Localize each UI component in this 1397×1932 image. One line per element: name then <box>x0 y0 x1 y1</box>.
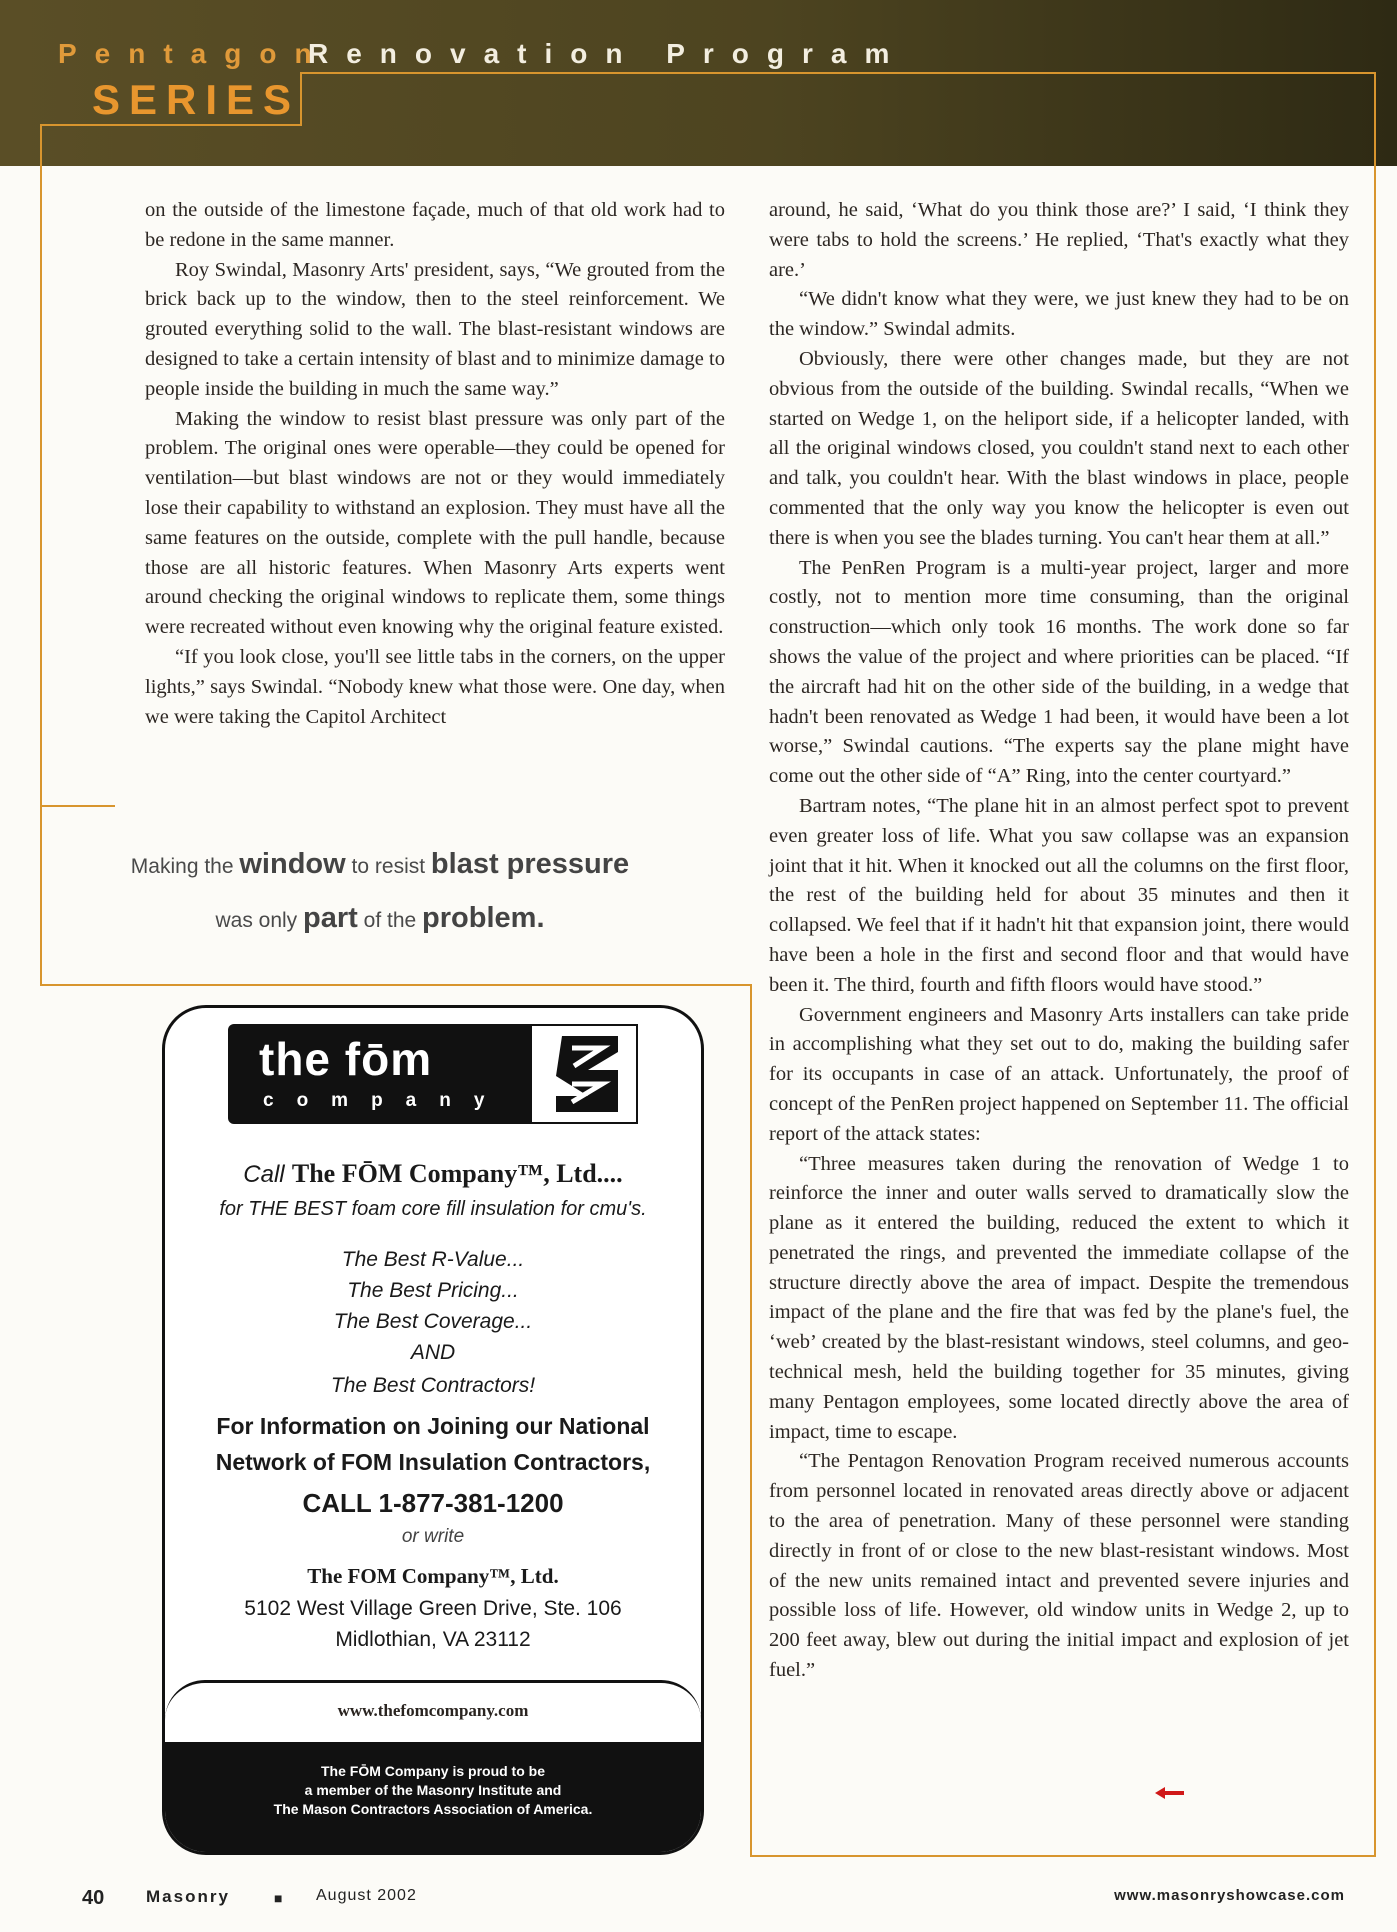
paragraph: Roy Swindal, Masonry Arts' president, says, “We grouted from the brick back up to the window, then to the steel reinforcement. We grouted everything solid to the wall. The blast-resistant windows are designed to take a certain intensity of blast and to minimize damage to people inside the building in much the same way.” <box>145 258 725 400</box>
logo-company-word: company <box>263 1090 508 1111</box>
ad-member-line: a member of the Masonry Institute and <box>304 1782 562 1798</box>
ad-best-item: The Best R-Value... <box>341 1248 525 1271</box>
paragraph: “If you look close, you'll see little tabs in the corners, on the upper lights,” says Swindal. “Nobody knew what those were. One day, when we were taking the Capitol Architect <box>145 645 725 728</box>
ad-call-line <box>165 1158 701 1189</box>
right-frame-rule <box>1374 72 1376 1857</box>
series-title-renovation: Renovation Program <box>308 38 908 69</box>
ad-call-word: Call <box>243 1161 285 1188</box>
ad-address-name: The FOM Company™, Ltd. <box>307 1564 559 1588</box>
ad-info-line: For Information on Joining our National <box>216 1413 650 1439</box>
header-rule-top <box>300 72 1376 74</box>
paragraph: Bartram notes, “The plane hit in an almost perfect spot to prevent even greater loss of life. What you saw collapse was an expansion joint that it hit. When it knocked out all the columns on the first floor, the rest of the building held for about 35 minutes and then it collapsed. We feel that if it hadn't hit that expansion joint, there would have been a hole in the first and second floor and that would have been it. The third, fourth and fifth floors would have stood.” <box>769 794 1349 996</box>
right-column <box>769 196 1349 1686</box>
footer-magazine: Masonry <box>146 1887 230 1906</box>
ad-best-item: The Best Contractors! <box>330 1374 536 1397</box>
series-title-pentagon: Pentagon <box>58 38 330 69</box>
ad-tagline: for THE BEST foam core fill insulation for cmu's. <box>219 1198 647 1220</box>
right-col-frame-left <box>750 984 752 1857</box>
logo-wordmark: the fōm <box>259 1033 433 1085</box>
paragraph: The PenRen Program is a multi-year project, larger and more costly, not to mention more time consuming, than the original construction—which only took 16 months. The work done so far shows the value of the project and where priorities can be placed. “If the aircraft had hit on the other side of the building, in a wedge that hadn't been renovated as Wedge 1 had been, it would have been a lot worse,” Swindal cautions. “The experts say the plane might have come out the other side of “A” Ring, into the center courtyard.” <box>769 556 1349 788</box>
ad-phone: CALL 1-877-381-1200 <box>302 1488 564 1518</box>
pull-quote-text: Making the <box>130 855 234 878</box>
ad-or-write: or write <box>401 1526 465 1547</box>
right-col-frame-bottom <box>750 1855 1376 1857</box>
pull-quote-tick <box>40 805 115 807</box>
pull-quote-text: was only <box>215 909 298 932</box>
left-column <box>145 196 725 732</box>
fom-logo <box>228 1024 638 1124</box>
pull-quote-bottom-rule <box>40 984 752 986</box>
ad-best-item: AND <box>410 1341 456 1364</box>
paragraph: on the outside of the limestone façade, much of that old work had to be redone in the same manner. <box>145 199 725 251</box>
pull-quote-line-1 <box>40 848 720 881</box>
pull-quote-text: of the <box>363 909 417 932</box>
paragraph: Obviously, there were other changes made, but they are not obvious from the outside of the building. Swindal recalls, “When we started on Wedge 1, on the heliport side, if a helicopter landed, with all the original windows closed, you couldn't stand next to each other and talk, you couldn't hear. With the blast windows in place, people commented that the only way you know the helicopter is even out there is when you see the blades turning. You can't hear them at all.” <box>769 347 1349 549</box>
paragraph: “Three measures taken during the renovation of Wedge 1 to reinforce the inner and outer walls served to dramatically slow the plane as it entered the building, reduced the extent to which it penetrated the rings, and prevented the immediate collapse of the structure directly above the area of impact. Despite the tremendous impact of the plane and the fire that was fed by the plane's fuel, the ‘web’ created by the blast-resistant windows, steel columns, and geo-technical mesh, held the building together for 35 minutes, giving many Pentagon employees, some located directly above the area of impact, time to escape. <box>769 1152 1349 1443</box>
pull-quote-text: to resist <box>351 855 426 878</box>
ad-website-link[interactable]: www.thefomcompany.com <box>165 1680 701 1742</box>
paragraph: Making the window to resist blast pressure was only part of the problem. The original ones were operable—they could be opened for ventilation—but blast windows are not or they would immediately lose their capability to withstand an explosion. They must have all the same features on the outside, complete with the pull handle, because those are all historic features. When Masonry Arts experts went around checking the original windows to replicate them, some things were recreated without even knowing why the original feature existed. <box>145 407 725 639</box>
paragraph: “We didn't know what they were, we just knew they had to be on the window.” Swindal admits. <box>769 288 1349 341</box>
ad-member-line: The FŌM Company is proud to be <box>321 1763 545 1779</box>
header-rule-side <box>300 72 302 124</box>
pull-quote-line-2 <box>40 902 720 935</box>
end-mark-icon <box>1155 1786 1185 1800</box>
paragraph: Government engineers and Masonry Arts installers can take pride in accomplishing what they set out to do, making the building safer for its occupants in case of an attack. Unfortunately, the proof of concept of the PenRen project happened on September 11. The official report of the attack states: <box>769 1003 1349 1145</box>
pull-quote-emphasis: window <box>239 848 346 880</box>
fom-advertisement <box>162 1005 704 1855</box>
ad-address-street: 5102 West Village Green Drive, Ste. 106 <box>244 1597 622 1620</box>
pull-quote-emphasis: blast pressure <box>430 848 630 880</box>
ad-membership-box <box>165 1742 701 1852</box>
logo-mark-icon <box>530 1024 638 1124</box>
paragraph: “The Pentagon Renovation Program received numerous accounts from personnel located in renovated areas directly above or adjacent to the area of penetration. Many of these personnel were standing directly in front of or close to the new blast-resistant windows. Most of the new units remained intact and prevented severe injuries and possible loss of life. However, old window units in Wedge 2, up to 200 feet away, blew out during the initial impact and explosion of jet fuel.” <box>769 1450 1349 1682</box>
ad-info-line: Network of FOM Insulation Contractors, <box>215 1449 651 1475</box>
footer-website: www.masonryshowcase.com <box>1114 1887 1345 1904</box>
pull-quote-emphasis: problem. <box>422 902 545 934</box>
ad-member-line: The Mason Contractors Association of America. <box>273 1801 593 1817</box>
footer-date: August 2002 <box>316 1887 417 1904</box>
ad-best-item: The Best Pricing... <box>347 1279 519 1302</box>
ad-company-name: The FŌM Company™, Ltd.... <box>291 1159 623 1188</box>
paragraph: around, he said, ‘What do you think those are?’ I said, ‘I think they were tabs to hold the screens.’ He replied, ‘That's exactly what they are.’ <box>769 199 1349 281</box>
ad-address-city: Midlothian, VA 23112 <box>335 1628 531 1651</box>
pull-quote-emphasis: part <box>303 902 358 934</box>
footer-bullet-icon: ■ <box>274 1890 283 1906</box>
series-label: SERIES <box>92 76 301 123</box>
page-number: 40 <box>82 1887 105 1909</box>
ad-best-item: The Best Coverage... <box>333 1310 533 1333</box>
header-rule-under <box>40 124 302 126</box>
